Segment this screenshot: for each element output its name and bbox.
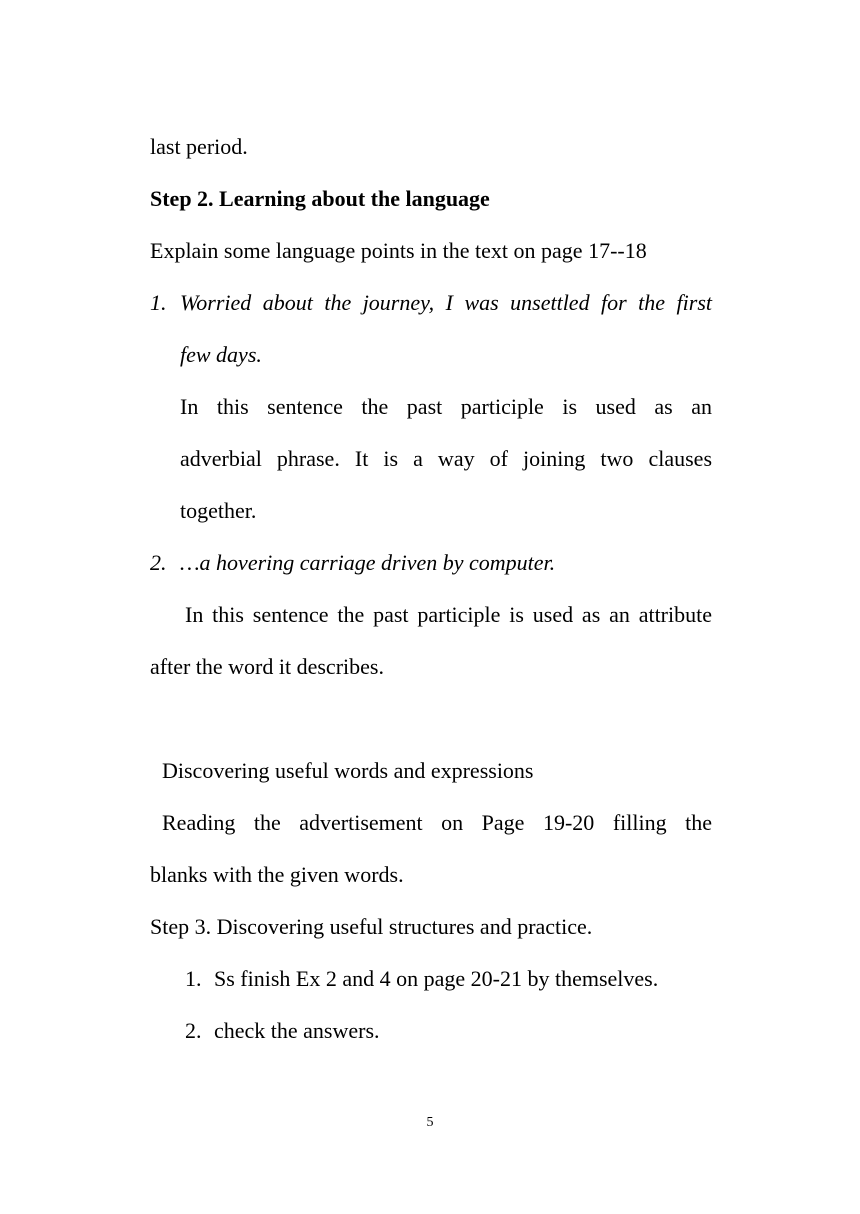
sub-item-1-text: Ss finish Ex 2 and 4 on page 20-21 by themselves.: [214, 966, 659, 991]
continued-paragraph-end: last period.: [150, 134, 248, 159]
reading-instruction-line-2: blanks with the given words.: [150, 862, 404, 887]
explanation-1-line-1: In this sentence the past participle is used as an: [180, 394, 712, 419]
explanation-1-line-3: together.: [180, 498, 257, 523]
explanation-1-line-2: adverbial phrase. It is a way of joining two clauses: [180, 446, 712, 471]
example-sentence-2: …a hovering carriage driven by computer.: [180, 550, 556, 575]
step-2-intro: Explain some language points in the text on page 17--18: [150, 238, 647, 263]
list-item-2-number: 2.: [150, 550, 167, 575]
example-sentence-1-line-2: few days.: [180, 342, 262, 367]
sub-item-2-number: 2.: [185, 1018, 202, 1043]
list-item-1-number: 1.: [150, 290, 167, 315]
step-3-heading: Step 3. Discovering useful structures and practice.: [150, 914, 593, 939]
example-sentence-1-line-1: Worried about the journey, I was unsettled for the first: [180, 290, 712, 315]
sub-item-1-number: 1.: [185, 966, 202, 991]
explanation-2-line-1: In this sentence the past participle is used as an attribute: [185, 602, 712, 627]
sub-item-2-text: check the answers.: [214, 1018, 380, 1043]
section-title-words-expressions: Discovering useful words and expressions: [162, 758, 534, 783]
page-number: 5: [426, 1115, 434, 1130]
step-2-heading: Step 2. Learning about the language: [150, 186, 490, 211]
reading-instruction-line-1: Reading the advertisement on Page 19-20 filling the: [162, 810, 712, 835]
explanation-2-line-2: after the word it describes.: [150, 654, 384, 679]
